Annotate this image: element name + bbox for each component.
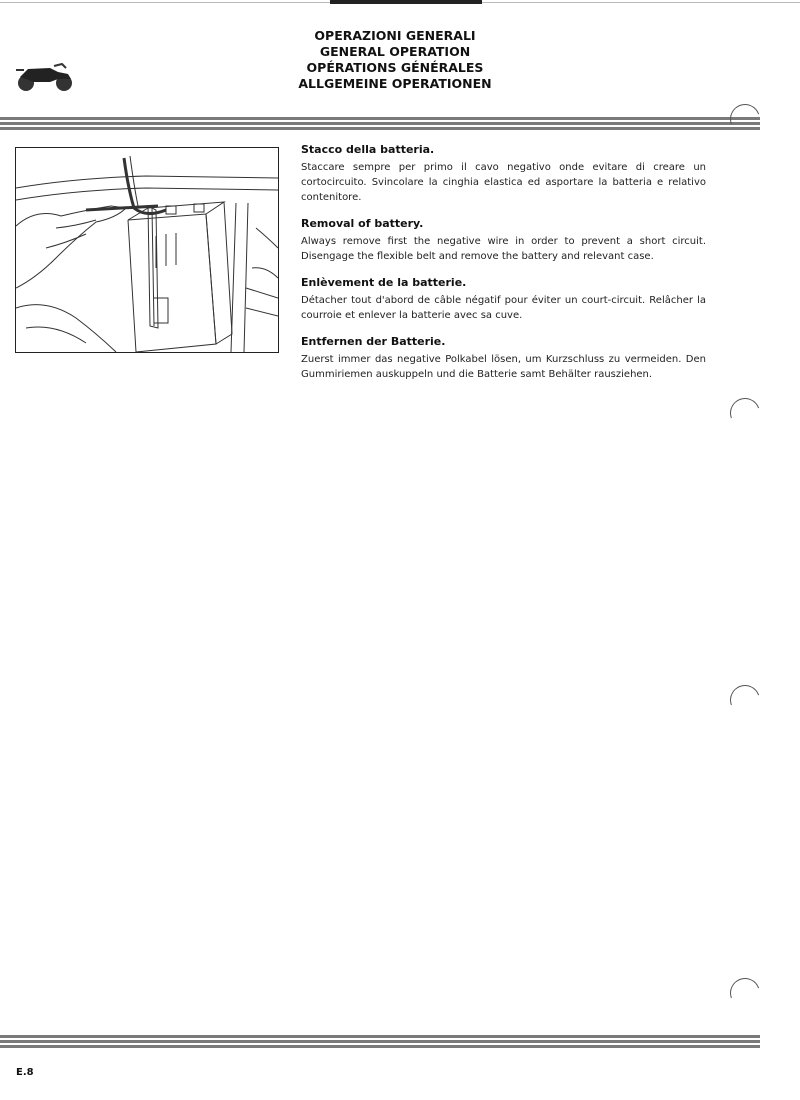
section-italian — [301, 143, 706, 205]
page-tab-mark — [725, 680, 765, 720]
footer-rule — [0, 1035, 760, 1050]
battery-illustration — [15, 147, 279, 353]
instructions-column — [301, 143, 706, 394]
battery-drawing — [16, 148, 278, 352]
title-english: GENERAL OPERATION — [319, 44, 471, 59]
section-body: Zuerst immer das negative Polkabel lösen, um Kurzschluss zu vermeiden. Den Gummiriemen auskuppeln und die Batterie samt Behälter rausziehen. — [301, 354, 706, 380]
section-body: Always remove first the negative wire in order to prevent a short circuit. Disengage the flexible belt and remove the battery and relevant case. — [301, 236, 706, 262]
title-italian: OPERAZIONI GENERALI — [314, 28, 476, 43]
section-german — [301, 335, 706, 382]
section-heading: Enlèvement de la batterie. — [301, 276, 467, 289]
page-tab-mark — [725, 973, 765, 1013]
page-number: E.8 — [16, 1067, 34, 1078]
title-german: ALLGEMEINE OPERATIONEN — [298, 76, 492, 91]
section-body: Staccare sempre per primo il cavo negativo onde evitare di creare un cortocircuito. Svincolare la cinghia elastica ed asportare la batteria e relativo contenitore. — [301, 162, 706, 203]
motorcycle-icon — [14, 60, 76, 92]
page-tab-mark — [725, 393, 765, 433]
section-heading: Removal of battery. — [301, 217, 424, 230]
section-french — [301, 276, 706, 323]
title-french: OPÉRATIONS GÉNÉRALES — [306, 60, 484, 75]
top-edge-mark — [330, 0, 482, 4]
page-tab-mark — [725, 99, 765, 139]
section-heading: Entfernen der Batterie. — [301, 335, 446, 348]
header-rule — [0, 117, 760, 132]
page-header-titles — [250, 28, 540, 92]
section-english — [301, 217, 706, 264]
section-heading: Stacco della batteria. — [301, 143, 435, 156]
section-body: Détacher tout d'abord de câble négatif pour éviter un court-circuit. Relâcher la courroie et enlever la batterie avec sa cuve. — [301, 295, 706, 321]
